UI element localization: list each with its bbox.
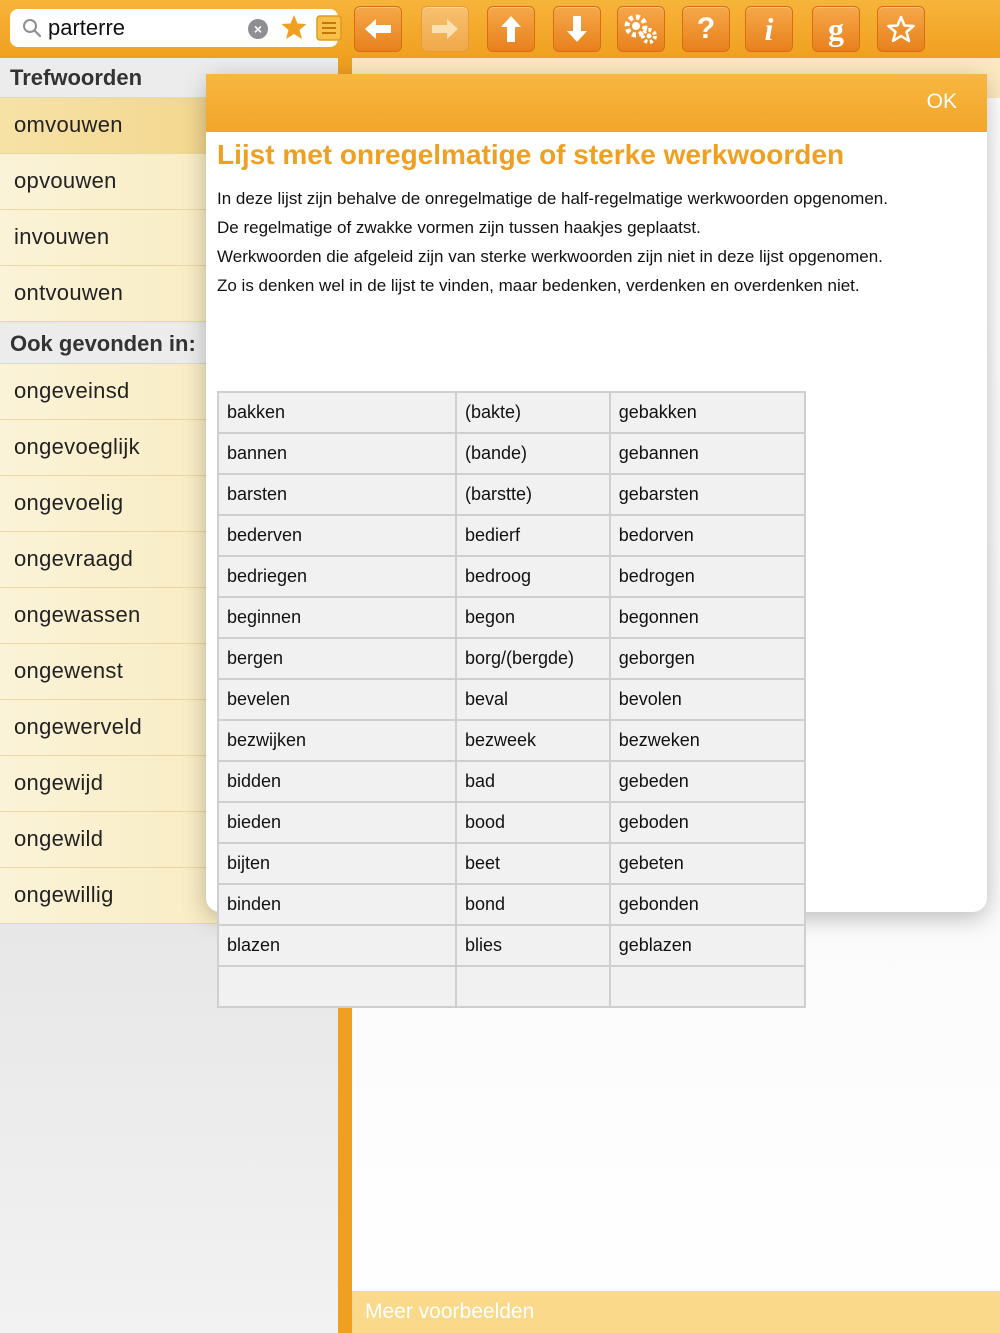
sidebar-item[interactable]: opvouwen: [0, 154, 338, 210]
list-icon[interactable]: [316, 15, 342, 41]
past-tense-cell: bond: [456, 884, 610, 925]
verb-list-dialog: [206, 74, 987, 955]
past-participle-cell: bedrogen: [610, 556, 805, 597]
clear-search-icon[interactable]: ×: [248, 19, 268, 39]
sidebar-item[interactable]: ongevoelig: [0, 476, 338, 532]
forward-button[interactable]: [421, 6, 469, 52]
sidebar-item[interactable]: ongewenst: [0, 644, 338, 700]
table-row: [218, 843, 805, 884]
sidebar-item[interactable]: invouwen: [0, 210, 338, 266]
settings-button[interactable]: [617, 6, 665, 52]
back-button[interactable]: [354, 6, 402, 52]
infinitive-cell: bannen: [218, 433, 456, 474]
table-row: [218, 761, 805, 802]
infinitive-cell: bevelen: [218, 679, 456, 720]
past-participle-cell: geblazen: [610, 925, 805, 966]
past-participle-cell: bevolen: [610, 679, 805, 720]
grammar-button[interactable]: [812, 6, 860, 52]
infinitive-cell: beginnen: [218, 597, 456, 638]
infinitive-cell: [218, 966, 456, 1007]
past-participle-cell: bedorven: [610, 515, 805, 556]
past-tense-cell: [456, 966, 610, 1007]
table-row: [218, 884, 805, 925]
past-tense-cell: bezweek: [456, 720, 610, 761]
infinitive-cell: blazen: [218, 925, 456, 966]
arrow-down-icon: [565, 14, 589, 44]
table-row: [218, 597, 805, 638]
info-icon: i: [764, 10, 774, 47]
sidebar-item[interactable]: ongewillig: [0, 868, 338, 924]
past-tense-cell: bad: [456, 761, 610, 802]
question-icon: ?: [696, 12, 716, 45]
table-row: [218, 392, 805, 433]
past-participle-cell: gebakken: [610, 392, 805, 433]
infinitive-cell: bederven: [218, 515, 456, 556]
past-tense-cell: beval: [456, 679, 610, 720]
past-participle-cell: gebonden: [610, 884, 805, 925]
sidebar-item[interactable]: ongevraagd: [0, 532, 338, 588]
arrow-up-icon: [499, 14, 523, 44]
help-button[interactable]: [682, 6, 730, 52]
table-row: [218, 679, 805, 720]
table-row: [218, 966, 805, 1007]
gears-icon: [622, 11, 660, 47]
intro-text: De regelmatige of zwakke vormen zijn tussen haakjes geplaatst.: [217, 218, 701, 237]
past-tense-cell: (bakte): [456, 392, 610, 433]
past-tense-cell: begon: [456, 597, 610, 638]
search-input[interactable]: [48, 13, 238, 43]
past-participle-cell: gebarsten: [610, 474, 805, 515]
past-participle-cell: geborgen: [610, 638, 805, 679]
infinitive-cell: bieden: [218, 802, 456, 843]
verb-table: [217, 391, 806, 1008]
table-row: [218, 556, 805, 597]
down-button[interactable]: [553, 6, 601, 52]
table-row: [218, 720, 805, 761]
table-row: [218, 474, 805, 515]
infinitive-cell: bedriegen: [218, 556, 456, 597]
search-icon: [22, 18, 42, 38]
toolbar: [0, 0, 1000, 58]
table-row: [218, 802, 805, 843]
infinitive-cell: binden: [218, 884, 456, 925]
sidebar-item[interactable]: ongewijd: [0, 756, 338, 812]
info-button[interactable]: [745, 6, 793, 52]
sidebar-item[interactable]: ongeveinsd: [0, 364, 338, 420]
dialog-header: [206, 74, 987, 132]
infinitive-cell: bezwijken: [218, 720, 456, 761]
infinitive-cell: bijten: [218, 843, 456, 884]
sidebar-item[interactable]: ontvouwen: [0, 266, 338, 322]
past-participle-cell: geboden: [610, 802, 805, 843]
past-tense-cell: bood: [456, 802, 610, 843]
sidebar-item[interactable]: ongewerveld: [0, 700, 338, 756]
past-participle-cell: bezweken: [610, 720, 805, 761]
past-participle-cell: gebeden: [610, 761, 805, 802]
sidebar-item[interactable]: omvouwen: [0, 98, 338, 154]
past-tense-cell: blies: [456, 925, 610, 966]
sidebar-item[interactable]: ongevoeglijk: [0, 420, 338, 476]
table-row: [218, 925, 805, 966]
past-tense-cell: bedroog: [456, 556, 610, 597]
table-row: [218, 433, 805, 474]
dialog-title: Lijst met onregelmatige of sterke werkwoorden: [217, 139, 845, 170]
intro-text: Werkwoorden die afgeleid zijn van sterke werkwoorden zijn niet in deze lijst opgenomen.: [217, 247, 883, 266]
infinitive-cell: bidden: [218, 761, 456, 802]
star-outline-icon: [886, 14, 916, 44]
infinitive-cell: barsten: [218, 474, 456, 515]
section-header-trefwoorden: Trefwoorden: [0, 58, 338, 98]
ok-button[interactable]: OK: [926, 90, 957, 113]
dialog-body[interactable]: [206, 132, 987, 955]
past-participle-cell: begonnen: [610, 597, 805, 638]
past-participle-cell: gebannen: [610, 433, 805, 474]
meer-voorbeelden-button[interactable]: Meer voorbeelden: [352, 1291, 1000, 1333]
past-participle-cell: [610, 966, 805, 1007]
past-tense-cell: (bande): [456, 433, 610, 474]
past-participle-cell: gebeten: [610, 843, 805, 884]
up-button[interactable]: [487, 6, 535, 52]
intro-text: Zo is denken wel in de lijst te vinden, maar bedenken, verdenken en overdenken niet.: [217, 276, 860, 295]
past-tense-cell: bedierf: [456, 515, 610, 556]
grammar-icon: g: [828, 10, 844, 47]
sidebar-item[interactable]: ongewassen: [0, 588, 338, 644]
past-tense-cell: beet: [456, 843, 610, 884]
arrow-right-icon: [430, 17, 460, 41]
arrow-left-icon: [363, 17, 393, 41]
past-tense-cell: borg/(bergde): [456, 638, 610, 679]
favorites-button[interactable]: [877, 6, 925, 52]
section-header-ook-gevonden: Ook gevonden in:: [0, 324, 338, 364]
table-row: [218, 515, 805, 556]
infinitive-cell: bakken: [218, 392, 456, 433]
intro-text: In deze lijst zijn behalve de onregelmatige de half-regelmatige werkwoorden opgenomen.: [217, 189, 888, 208]
infinitive-cell: bergen: [218, 638, 456, 679]
search-box[interactable]: [10, 9, 338, 47]
star-icon[interactable]: [280, 13, 308, 41]
past-tense-cell: (barstte): [456, 474, 610, 515]
sidebar-item[interactable]: ongewild: [0, 812, 338, 868]
table-row: [218, 638, 805, 679]
